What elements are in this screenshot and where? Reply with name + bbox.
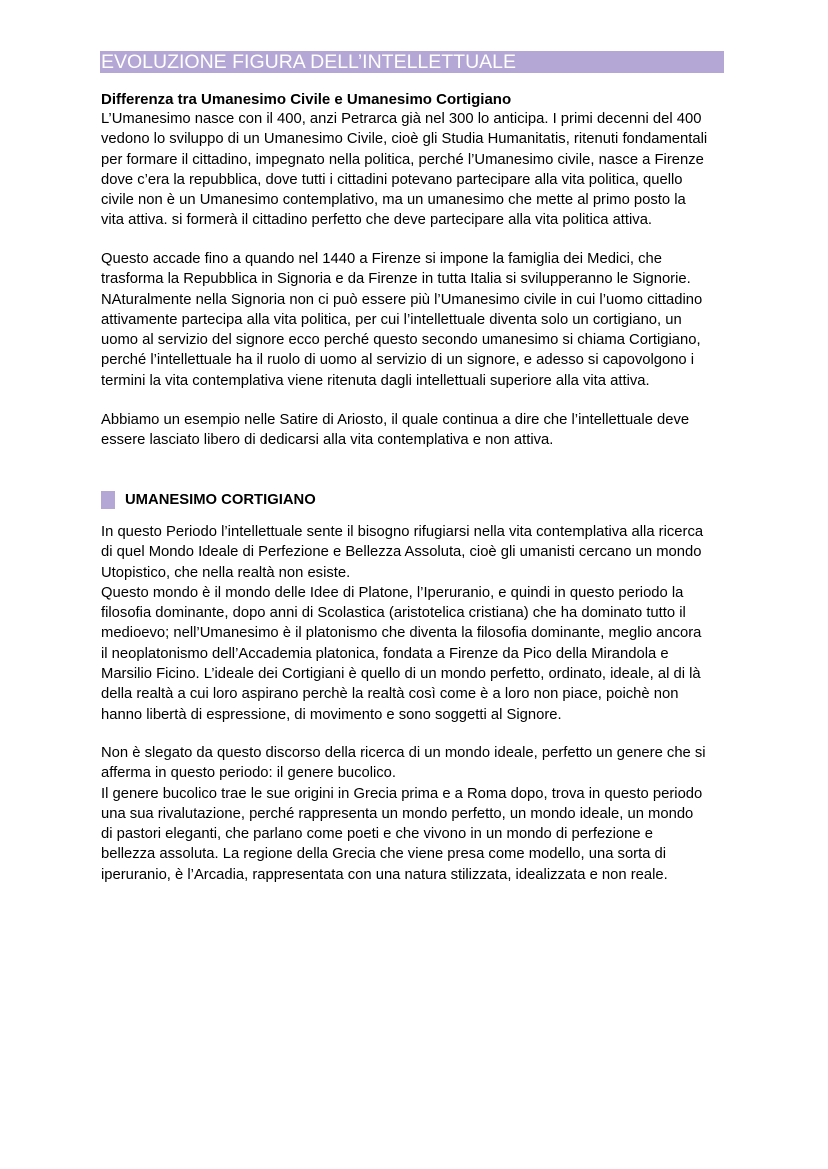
text-line: termini la vita contemplativa viene ritenuta dagli intellettuali superiore alla vita attiva.	[101, 372, 650, 389]
text-line: iperuranio, è l’Arcadia, rappresentata con una natura stilizzata, idealizzata e non reale.	[101, 866, 668, 883]
paragraph-section-2	[101, 743, 741, 885]
text-line: trasforma la Repubblica in Signoria e da Firenze in tutta Italia si svilupperanno le Signorie.	[101, 271, 691, 288]
text-line: vedono lo sviluppo di un Umanesimo Civile, cioè gli Studia Humanitatis, ritenuti fondamentali	[101, 131, 708, 148]
text-line: Abbiamo un esempio nelle Satire di Ariosto, il quale continua a dire che l’intellettuale deve	[101, 412, 690, 428]
text-line: Marsilio Ficino. L’ideale dei Cortigiani è quello di un mondo perfetto, ordinato, ideale, al di là	[101, 666, 701, 683]
text-line: Il genere bucolico trae le sue origini in Grecia prima e a Roma dopo, trova in questo periodo	[101, 785, 703, 802]
text-line: perché l’intellettuale ha il ruolo di uomo al servizio di un signore, e adesso si capovolgono i	[101, 352, 695, 369]
text-line: Questo mondo è il mondo delle Idee di Platone, l’Iperuranio, e quindi in questo periodo la	[101, 584, 684, 601]
text-line: Utopistico, che nella realtà non esiste.	[101, 564, 351, 581]
paragraph-intro-3	[101, 410, 741, 451]
text-line: uomo al servizio del signore ecco perché questo secondo umanesimo si chiama Cortigiano,	[101, 332, 701, 349]
paragraph-intro-1	[101, 109, 741, 231]
text-line: Non è slegato da questo discorso della ricerca di un mondo ideale, perfetto un genere che si	[101, 745, 706, 761]
text-line: afferma in questo periodo: il genere bucolico.	[101, 765, 397, 782]
text-line: L’Umanesimo nasce con il 400, anzi Petrarca già nel 300 lo anticipa. I primi decenni del 400	[101, 111, 702, 127]
text-line: per formare il cittadino, impegnato nella politica, perché l’Umanesimo civile, nasce a Firenze	[101, 151, 704, 168]
text-line: NAturalmente nella Signoria non ci può essere più l’Umanesimo civile in cui l’uomo cittadino	[101, 291, 703, 308]
text-line: hanno libertà di espressione, di movimento e sono soggetti al Signore.	[101, 706, 562, 723]
text-line: una sua rivalutazione, perché rappresenta un mondo perfetto, un mondo ideale, un mondo	[101, 805, 694, 822]
text-line: di quel Mondo Ideale di Perfezione e Bellezza Assoluta, cioè gli umanisti cercano un mondo	[101, 544, 702, 561]
text-line: il neoplatonismo dell’Accademia platonica, fondata a Firenze da Pico della Mirandola e	[101, 645, 669, 662]
text-line: essere lasciato libero di dedicarsi alla vita contemplativa e non attiva.	[101, 432, 554, 449]
section-subtitle: Differenza tra Umanesimo Civile e Umanesimo Cortigiano	[101, 91, 512, 108]
text-line: Questo accade fino a quando nel 1440 a Firenze si impone la famiglia dei Medici, che	[101, 251, 662, 267]
text-line: della realtà a cui loro aspirano perchè la realtà così come è a loro non piace, poichè non	[101, 686, 679, 703]
text-line: filosofia dominante, dopo anni di Scolastica (aristotelica cristiana) che ha dominato tutto il	[101, 605, 686, 622]
text-line: In questo Periodo l’intellettuale sente il bisogno rifugiarsi nella vita contemplativa alla ricerca	[101, 524, 704, 540]
text-line: attivamente partecipa alla vita politica, per cui l’intellettuale diventa solo un cortigiano, un	[101, 311, 682, 328]
paragraph-intro-2	[101, 249, 741, 391]
heading-bullet-square	[101, 491, 115, 509]
page-title: EVOLUZIONE FIGURA DELL’INTELLETTUALE	[101, 51, 517, 73]
text-line: bellezza assoluta. La regione della Grecia che viene presa come modello, una sorta di	[101, 846, 667, 863]
text-line: civile non è un Umanesimo contemplativo, ma un umanesimo che mette al primo posto la	[101, 192, 686, 209]
text-line: di pastori eleganti, che parlano come poeti e che vivono in un mondo di perfezione e	[101, 826, 653, 843]
paragraph-section-1	[101, 522, 741, 725]
text-line: vita attiva. si formerà il cittadino perfetto che deve partecipare alla vita politica attiva.	[101, 212, 653, 229]
section-heading: UMANESIMO CORTIGIANO	[125, 492, 316, 508]
text-line: medioevo; nell’Umanesimo è il platonismo che diventa la filosofia dominante, meglio ancora	[101, 625, 702, 642]
text-line: dove c’era la repubblica, dove tutti i cittadini potevano partecipare alla vita politica, quello	[101, 171, 683, 188]
